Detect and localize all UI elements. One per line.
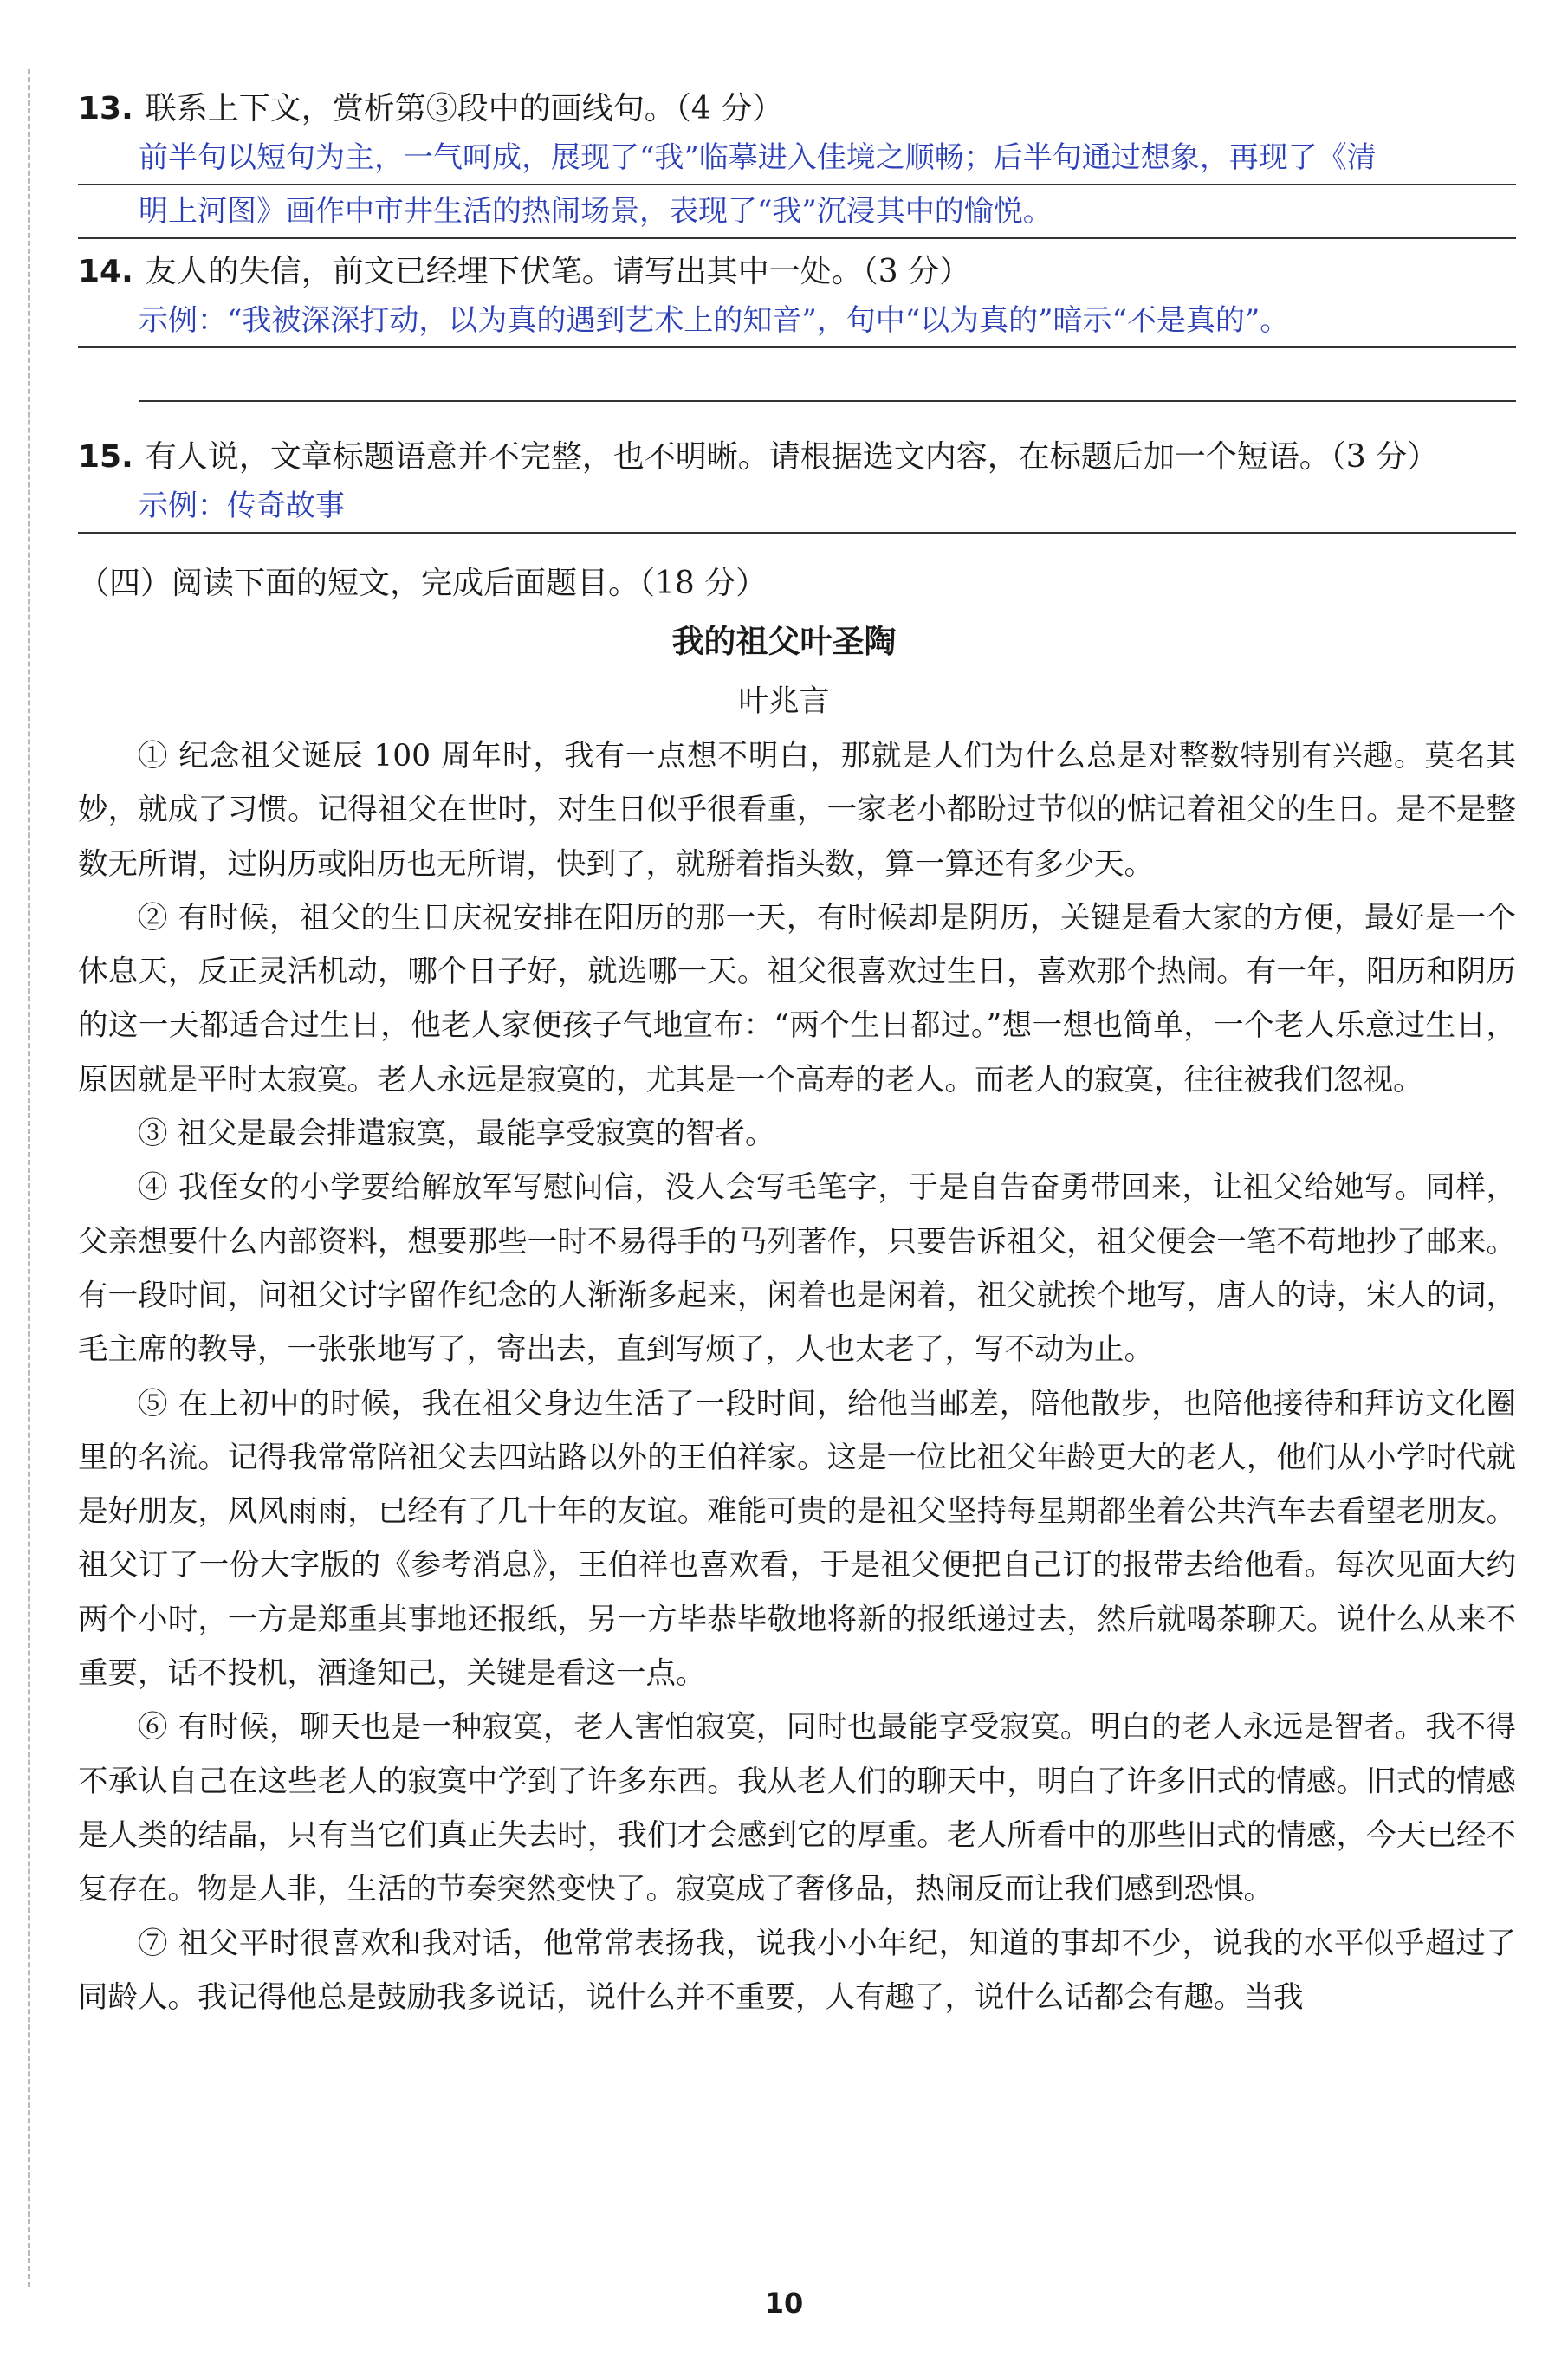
article-paragraph-2: ② 有时候，祖父的生日庆祝安排在阳历的那一天，有时候却是阴历，关键是看大家的方便，最好是一个休息天，反正灵活机动，哪个日子好，就选哪一天。祖父很喜欢过生日，喜欢那个热闹。有一年，阳历和阴历的这一天都适合过生日，他老人家便孩子气地宣布：“两个生日都过。”想一想也简单，一个老人乐意过生日，原因就是平时太寂寞。老人永远是寂寞的，尤其是一个高寿的老人。而老人的寂寞，往往被我们忽视。 <box>78 900 1516 1098</box>
blank-answer-line <box>139 348 1516 402</box>
question-15-prompt <box>78 435 1516 480</box>
question-13 <box>78 87 1516 239</box>
question-13-prompt <box>78 87 1516 132</box>
page-number: 10 <box>764 2287 804 2320</box>
question-14-prompt <box>78 249 1516 295</box>
article-paragraph-3: ③ 祖父是最会排遣寂寞，最能享受寂寞的智者。 <box>138 1117 775 1152</box>
question-number: 13. <box>78 91 133 126</box>
article-paragraph-6: ⑥ 有时候，聊天也是一种寂寞，老人害怕寂寞，同时也最能享受寂寞。明白的老人永远是智者。我不得不承认自己在这些老人的寂寞中学到了许多东西。我从老人们的聊天中，明白了许多旧式的情感。旧式的情感是人类的结晶，只有当它们真正失去时，我们才会感到它的厚重。老人所看中的那些旧式的情感，今天已经不复存在。物是人非，生活的节奏突然变快了。寂寞成了奢侈品，热闹反而让我们感到恐惧。 <box>78 1710 1516 1907</box>
section-heading: （四）阅读下面的短文，完成后面题目。（18 分） <box>78 566 768 601</box>
question-number: 14. <box>78 254 133 289</box>
article-paragraph-4: ④ 我侄女的小学要给解放军写慰问信，没人会写毛笔字，于是自告奋勇带回来，让祖父给她写。同样，父亲想要什么内部资料，想要那些一时不易得手的马列著作，只要告诉祖父，祖父便会一笔不苟地抄了邮来。有一段时间，问祖父讨字留作纪念的人渐渐多起来，闲着也是闲着，祖父就挨个地写，唐人的诗，宋人的词，毛主席的教导，一张张地写了，寄出去，直到写烦了，人也太老了，写不动为止。 <box>78 1170 1516 1368</box>
binding-margin-line <box>28 69 30 2287</box>
question-text: 友人的失信，前文已经埋下伏笔。请写出其中一处。（3 分） <box>145 254 971 289</box>
article-title: 我的祖父叶圣陶 <box>671 623 897 660</box>
article-paragraph-7: ⑦ 祖父平时很喜欢和我对话，他常常表扬我，说我小小年纪，知道的事却不少，说我的水平似乎超过了同龄人。我记得他总是鼓励我多说话，说什么并不重要，人有趣了，说什么话都会有趣。当我 <box>78 1926 1516 2015</box>
answer-line: 前半句以短句为主，一气呵成，展现了“我”临摹进入佳境之顺畅；后半句通过想象，再现了《清 <box>78 132 1516 185</box>
answer-line: 明上河图》画作中市井生活的热闹场景，表现了“我”沉浸其中的愉悦。 <box>78 185 1516 239</box>
answer-line: 示例：传奇故事 <box>78 480 1516 534</box>
question-15 <box>78 435 1516 534</box>
answer-line: 示例：“我被深深打动，以为真的遇到艺术上的知音”，句中“以为真的”暗示“不是真的”。 <box>78 295 1516 348</box>
question-number: 15. <box>78 439 133 475</box>
question-text: 有人说，文章标题语意并不完整，也不明晰。请根据选文内容，在标题后加一个短语。（3 分） <box>145 439 1439 475</box>
question-14 <box>78 249 1516 402</box>
article-paragraph-5: ⑤ 在上初中的时候，我在祖父身边生活了一段时间，给他当邮差，陪他散步，也陪他接待和拜访文化圈里的名流。记得我常常陪祖父去四站路以外的王伯祥家。这是一位比祖父年龄更大的老人，他们从小学时代就是好朋友，风风雨雨，已经有了几十年的友谊。难能可贵的是祖父坚持每星期都坐着公共汽车去看望老朋友。祖父订了一份大字版的《参考消息》，王伯祥也喜欢看，于是祖父便把自己订的报带去给他看。每次见面大约两个小时，一方是郑重其事地还报纸，另一方毕恭毕敬地将新的报纸递过去，然后就喝茶聊天。说什么从来不重要，话不投机，酒逢知己，关键是看这一点。 <box>78 1386 1516 1692</box>
article-paragraph-1: ① 纪念祖父诞辰 100 周年时，我有一点想不明白，那就是人们为什么总是对整数特别有兴趣。莫名其妙，就成了习惯。记得祖父在世时，对生日似乎很看重，一家老小都盼过节似的惦记着祖父的生日。是不是整数无所谓，过阴历或阳历也无所谓，快到了，就掰着指头数，算一算还有多少天。 <box>78 739 1516 882</box>
article-body <box>78 729 1516 2024</box>
article-author: 叶兆言 <box>738 684 830 719</box>
question-text: 联系上下文，赏析第③段中的画线句。（4 分） <box>145 91 784 126</box>
